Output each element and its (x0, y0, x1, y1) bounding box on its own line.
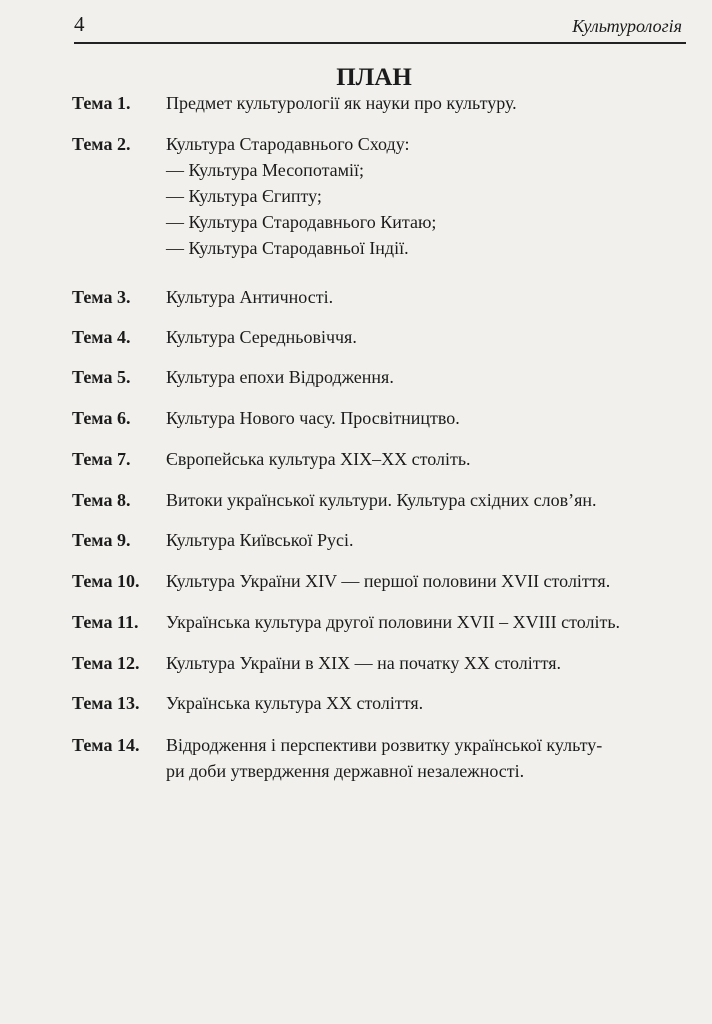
topic-label: Тема 5. (72, 367, 131, 387)
topic-subitem: — Культура Месопотамії; (166, 160, 365, 180)
topic-11 (72, 609, 692, 635)
topic-text: Предмет культурології як науки про культуру. (166, 93, 517, 113)
topic-5 (72, 364, 692, 390)
topic-1 (72, 90, 692, 116)
topic-text: Культура Нового часу. Просвітництво. (166, 408, 460, 428)
topic-label: Тема 12. (72, 653, 140, 673)
topic-line: ри доби утвердження державної незалежності. (166, 761, 525, 781)
topic-3 (72, 284, 692, 310)
topic-9 (72, 527, 692, 553)
topic-label: Тема 13. (72, 693, 140, 713)
topic-label: Тема 9. (72, 530, 131, 550)
topic-subitem: — Культура Стародавнього Китаю; (166, 212, 437, 232)
topic-text: Культура Київської Русі. (166, 530, 354, 550)
running-title: Культурологія (572, 16, 682, 36)
topic-text: Культура України XIV — першої половини XVII століття. (166, 571, 611, 591)
topic-8 (72, 487, 692, 513)
topic-14 (72, 732, 692, 784)
topic-line: Відродження і перспективи розвитку української культу- (166, 735, 603, 755)
topic-6 (72, 405, 692, 431)
topic-subitem: — Культура Єгипту; (166, 186, 322, 206)
topic-line: Культура Стародавнього Сходу: (166, 134, 410, 154)
topic-2 (72, 131, 692, 261)
topic-label: Тема 14. (72, 735, 140, 755)
topic-label: Тема 4. (72, 327, 131, 347)
topic-text: Європейська культура XIX–XX століть. (166, 449, 471, 469)
topic-7 (72, 446, 692, 472)
topic-label: Тема 8. (72, 490, 131, 510)
topic-13 (72, 690, 692, 716)
topic-text: Культура Середньовіччя. (166, 327, 357, 347)
topic-12 (72, 650, 692, 676)
topic-10 (72, 568, 692, 594)
topic-label: Тема 1. (72, 93, 131, 113)
topic-label: Тема 11. (72, 612, 139, 632)
topic-text: Українська культура другої половини XVII – XVIII століть. (166, 612, 621, 632)
plan-title: ПЛАН (336, 64, 412, 91)
topic-text (166, 732, 692, 784)
header-rule (74, 42, 686, 44)
topic-label: Тема 7. (72, 449, 131, 469)
topic-subitem: — Культура Стародавньої Індії. (166, 238, 409, 258)
topic-text: Культура епохи Відродження. (166, 367, 394, 387)
topic-label: Тема 2. (72, 134, 131, 154)
page-number: 4 (74, 12, 85, 36)
topic-4 (72, 324, 692, 350)
topic-text: Українська культура XX століття. (166, 693, 424, 713)
topic-text: Витоки української культури. Культура східних слов’ян. (166, 490, 597, 510)
topic-label: Тема 10. (72, 571, 140, 591)
topic-label: Тема 6. (72, 408, 131, 428)
topic-text: Культура України в XIX — на початку XX століття. (166, 653, 561, 673)
topic-text: Культура Античності. (166, 287, 334, 307)
topic-text (166, 131, 692, 261)
topic-label: Тема 3. (72, 287, 131, 307)
